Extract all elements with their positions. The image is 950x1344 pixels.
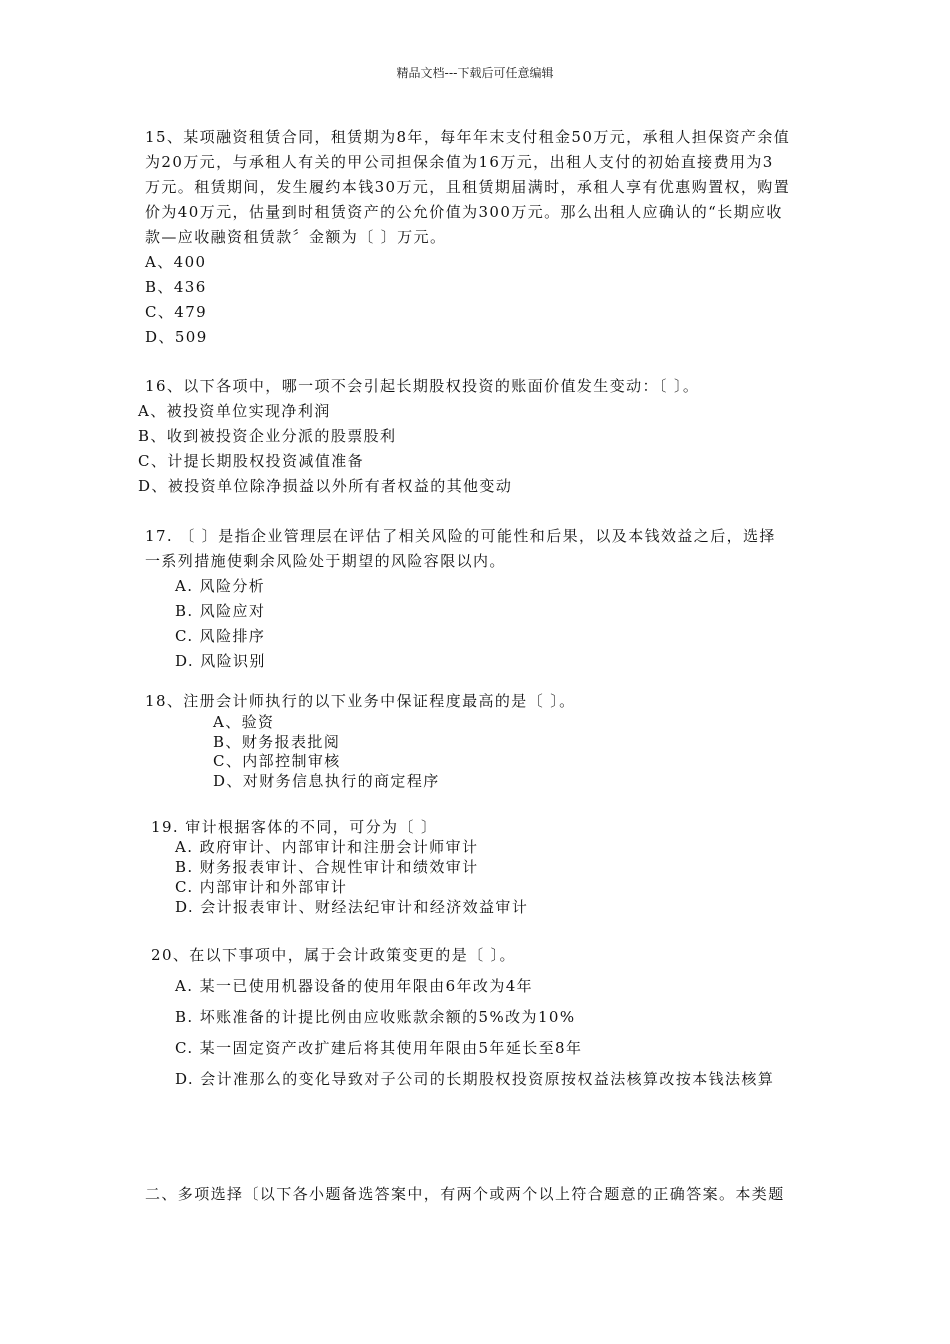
question-20-option-a: A. 某一已使用机器设备的使用年限由6年改为4年 <box>175 977 534 995</box>
section-2-heading <box>145 1183 785 1207</box>
question-16-option-c: C、计提长期股权投资减值准备 <box>138 452 365 470</box>
question-18-stem: 18、注册会计师执行的以下业务中保证程度最高的是〔 〕。 <box>145 692 576 710</box>
question-16 <box>145 375 699 400</box>
question-18-option-b: B、财务报表批阅 <box>213 732 341 751</box>
question-17-option-b: B. 风险应对 <box>175 602 266 620</box>
question-17-stem-line: 一系列措施使剩余风险处于期望的风险容限以内。 <box>145 552 506 570</box>
question-18-option-a: A、验资 <box>213 713 275 731</box>
question-15-stem-line: 为20万元，与承租人有关的甲公司担保余值为16万元，出租人支付的初始直接费用为3 <box>145 153 774 171</box>
question-16-option-a: A、被投资单位实现净利润 <box>138 402 331 420</box>
question-15-stem-line: 款—应收融资租赁款〞金额为〔 〕万元。 <box>145 228 447 246</box>
section-2-heading-text: 二、多项选择〔以下各小题备选答案中，有两个或两个以上符合题意的正确答案。本类题 <box>145 1185 785 1203</box>
question-15-option-a: A、400 <box>145 253 207 271</box>
question-16-stem: 16、以下各项中，哪一项不会引起长期股权投资的账面价值发生变动：〔 〕。 <box>145 377 700 395</box>
question-20-stem: 20、在以下事项中，属于会计政策变更的是〔 〕。 <box>151 946 516 964</box>
question-17-option-c: C. 风险排序 <box>175 627 266 645</box>
question-19-option-b: B. 财务报表审计、合规性审计和绩效审计 <box>175 858 479 876</box>
question-19-option-a: A. 政府审计、内部审计和注册会计师审计 <box>175 838 479 856</box>
question-19-options <box>175 836 528 916</box>
question-16-options <box>138 400 512 500</box>
question-17-options <box>175 575 266 675</box>
question-15-stem-line: 价为40万元，估量到时租赁资产的公允价值为300万元。那么出租人应确认的“长期应收 <box>145 203 783 221</box>
question-17-option-d: D. 风险识别 <box>175 652 266 670</box>
question-20-option-c: C. 某一固定资产改扩建后将其使用年限由5年延长至8年 <box>175 1039 583 1057</box>
question-19-option-d: D. 会计报表审计、财经法纪审计和经济效益审计 <box>175 898 529 916</box>
question-15-option-d: D、509 <box>145 328 208 346</box>
question-15-stem-line: 15、某项融资租赁合同，租赁期为8年，每年年末支付租金50万元，承租人担保资产余值 <box>145 128 791 146</box>
question-19 <box>151 816 437 836</box>
question-20-option-d: D. 会计准那么的变化导致对子公司的长期股权投资原按权益法核算改按本钱法核算 <box>175 1070 775 1088</box>
page-header: 精品文档---下载后可任意编辑 <box>396 66 554 80</box>
question-15-option-c: C、479 <box>145 303 208 321</box>
question-18-options <box>213 711 440 789</box>
question-19-stem: 19. 审计根据客体的不同，可分为〔 〕 <box>151 818 438 836</box>
question-20 <box>151 944 516 974</box>
question-19-option-c: C. 内部审计和外部审计 <box>175 878 348 896</box>
question-16-option-d: D、被投资单位除净损益以外所有者权益的其他变动 <box>138 477 513 495</box>
question-17-option-a: A. 风险分析 <box>175 577 266 595</box>
question-16-option-b: B、收到被投资企业分派的股票股利 <box>138 427 397 445</box>
question-17-stem-line: 17. 〔 〕是指企业管理层在评估了相关风险的可能性和后果，以及本钱效益之后，选择 <box>145 527 776 545</box>
question-15-option-b: B、436 <box>145 278 207 296</box>
question-17 <box>145 525 776 575</box>
question-15 <box>145 126 790 351</box>
question-15-stem-line: 万元。租赁期间，发生履约本钱30万元，且租赁期届满时，承租人享有优惠购置权，购置 <box>145 178 791 196</box>
question-18-option-c: C、内部控制审核 <box>213 752 341 770</box>
question-20-option-b: B. 坏账准备的计提比例由应收账款余额的5%改为10% <box>175 1008 576 1026</box>
question-18 <box>145 690 576 712</box>
question-20-options <box>175 975 774 1099</box>
question-18-option-d: D、对财务信息执行的商定程序 <box>213 771 440 790</box>
